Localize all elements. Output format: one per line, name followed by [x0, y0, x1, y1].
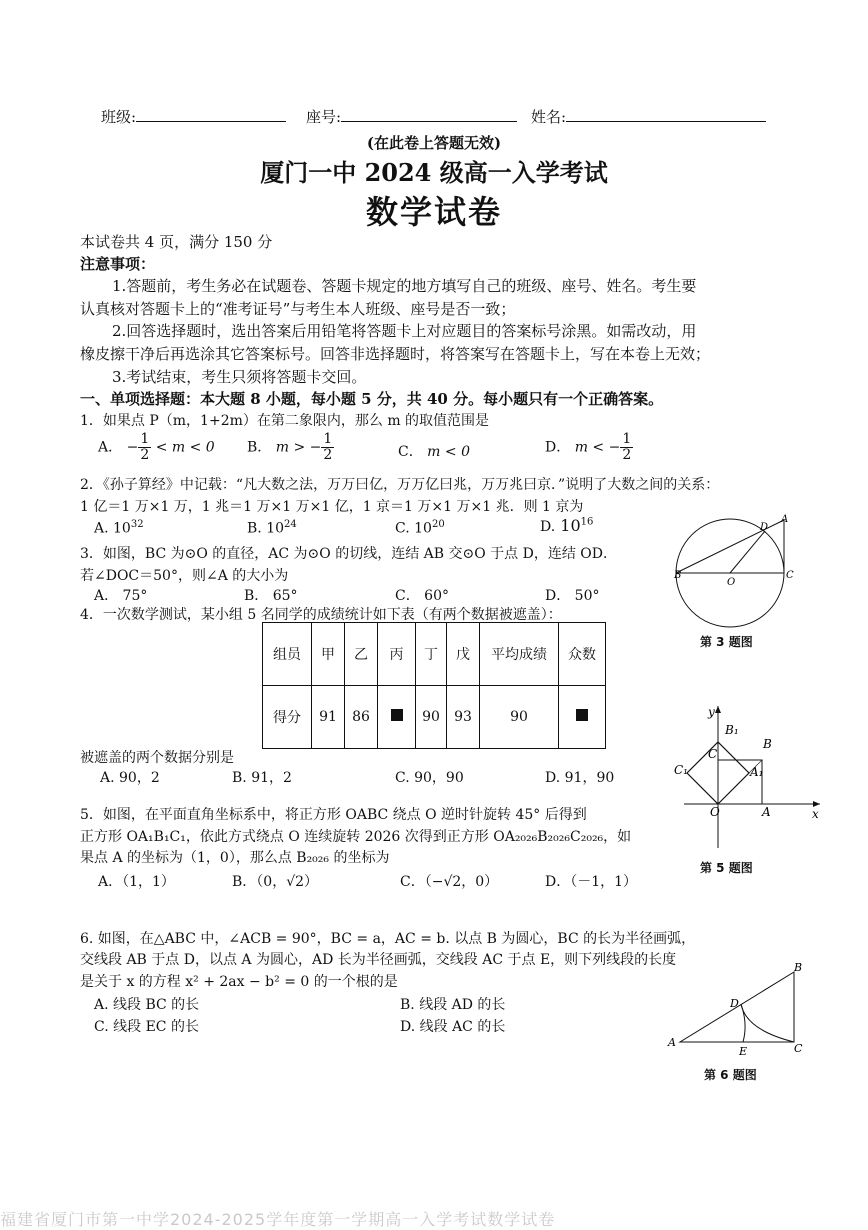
- q3-option-d: D． 50°: [545, 588, 600, 604]
- q2-option-d: D. $10^{16}$: [540, 516, 594, 535]
- q6-label-a: A: [668, 1036, 676, 1049]
- q3-label-b: B: [674, 570, 682, 581]
- q5-line-2: 正方形 OA₁B₁C₁，依此方式绕点 O 连续旋转 2026 次得到正方形 OA₂₀₂₆B₂₀₂₆C₂₀₂₆，如: [80, 829, 632, 845]
- table-header: 组员: [263, 623, 312, 686]
- q6-label-e: E: [739, 1045, 748, 1058]
- q5-option-d: D．（－1，1）: [545, 874, 638, 890]
- q4-stem: 4．一次数学测试，某小组 5 名同学的成绩统计如下表（有两个数据被遮盖）：: [80, 607, 562, 623]
- q6-line-1: 6. 如图，在△ABC 中，∠ACB = 90°，BC = a，AC = b. 以点 B 为圆心，BC 的长为半径画弧，: [80, 931, 696, 947]
- seat-field: [306, 106, 517, 127]
- class-field: [101, 106, 286, 127]
- q4-option-a: A. 90，2: [100, 770, 160, 786]
- q5-option-c: C．（−√2，0）: [400, 874, 499, 890]
- notice-heading: 注意事项：: [80, 255, 156, 273]
- table-header: 甲: [312, 623, 345, 686]
- exam-title: 厦门一中 2024 级高一入学考试: [260, 158, 608, 187]
- q4-option-c: C. 90，90: [395, 770, 464, 786]
- table-header: 平均成绩: [480, 623, 559, 686]
- table-cell-masked: [559, 686, 606, 749]
- subject-title: 数学试卷: [365, 193, 502, 231]
- q6-figure: [664, 960, 814, 1060]
- q3-option-a: A． 75°: [94, 588, 148, 604]
- q5-option-b: B．（0，√2）: [232, 874, 319, 890]
- q6-label-d: D: [730, 997, 739, 1010]
- seat-label: 座号:: [306, 108, 342, 126]
- q2-stem-b: 1 亿＝1 万×1 万，1 兆＝1 万×1 万×1 亿，1 京＝1 万×1 万×1 兆．则 1 京为: [80, 499, 584, 515]
- q2-option-b: B. $10^{24}$: [247, 519, 297, 537]
- table-cell: 90: [480, 686, 559, 749]
- table-cell: 得分: [263, 686, 312, 749]
- q3-label-o: O: [727, 577, 736, 588]
- invalid-note: (在此卷上答题无效): [366, 134, 502, 152]
- masked-square-icon: [391, 709, 403, 721]
- q4-option-d: D. 91，90: [545, 770, 615, 786]
- q1-option-a: A． − $\frac{1}{2}$ < m < 0: [98, 431, 215, 463]
- q5-label-y: y: [708, 705, 715, 719]
- section1-heading: 一、单项选择题：本大题 8 小题，每小题 5 分，共 40 分。每小题只有一个正确答案。: [80, 390, 664, 408]
- q5-option-a: A．（1，1）: [98, 874, 175, 890]
- q6-line-2: 交线段 AB 于点 D，以点 A 为圆心，AD 长为半径画弧，交线段 AC 于点 E，则下列线段的长度: [80, 952, 677, 968]
- q2-option-a: A. $10^{32}$: [94, 519, 144, 537]
- notice-2b: 橡皮擦干净后再选涂其它答案标号。回答非选择题时，将答案写在答题卡上，写在本卷上无效；: [80, 345, 711, 363]
- q5-line-3: 果点 A 的坐标为（1，0），那么点 B₂₀₂₆ 的坐标为: [80, 850, 390, 866]
- table-cell: 93: [447, 686, 480, 749]
- table-row: [263, 686, 606, 749]
- table-header: 众数: [559, 623, 606, 686]
- q5-label-x: x: [812, 807, 819, 821]
- table-header: 丁: [416, 623, 447, 686]
- q4-option-b: B. 91，2: [232, 770, 292, 786]
- table-header-row: [263, 623, 606, 686]
- name-label: 姓名:: [531, 108, 567, 126]
- q3-radius-od: [730, 531, 765, 573]
- table-header: 乙: [345, 623, 378, 686]
- q5-label-b1: B₁: [725, 723, 739, 737]
- notice-3: 3.考试结束，考生只须将答题卡交回。: [112, 368, 367, 386]
- q3-caption: 第 3 题图: [700, 635, 753, 649]
- q6-option-a: A. 线段 BC 的长: [94, 997, 200, 1013]
- q6-label-b: B: [794, 961, 803, 974]
- notice-1b: 认真核对答题卡上的“准考证号”与考生本人班级、座号是否一致；: [80, 300, 516, 318]
- q5-figure: [672, 702, 827, 852]
- name-blank: [566, 107, 766, 122]
- q3-option-b: B． 65°: [244, 588, 298, 604]
- q5-label-a: A: [762, 805, 771, 819]
- q3-stem-a: 3．如图，BC 为⊙O 的直径，AC 为⊙O 的切线，连结 AB 交⊙O 于点 D，连结 OD．: [80, 546, 617, 562]
- q5-label-c: C: [708, 747, 718, 761]
- q6-arc-b: [741, 1004, 794, 1042]
- q6-option-b: B. 线段 AD 的长: [400, 997, 506, 1013]
- q3-stem-b: 若∠DOC＝50°，则∠A 的大小为: [80, 568, 289, 584]
- q4-score-table: [262, 622, 606, 749]
- q5-line-1: 5．如图，在平面直角坐标系中，将正方形 OABC 绕点 O 逆时针旋转 45° 后得到: [80, 807, 587, 823]
- notice-1a: 1.答题前，考生务必在试题卷、答题卡规定的地方填写自己的班级、座号、姓名。考生要: [112, 277, 697, 295]
- table-cell-masked: [378, 686, 416, 749]
- table-header: 戊: [447, 623, 480, 686]
- class-blank: [136, 107, 286, 122]
- notice-2a: 2.回答选择题时，选出答案后用铅笔将答题卡上对应题目的答案标号涂黑。如需改动，用: [112, 322, 697, 340]
- q5-label-b: B: [763, 737, 772, 751]
- q3-figure: [670, 510, 800, 630]
- q3-label-a: A: [781, 514, 789, 525]
- pages-line: 本试卷共 4 页，满分 150 分: [80, 233, 273, 251]
- q4-question: 被遮盖的两个数据分别是: [80, 750, 234, 766]
- q5-label-a1: A₁: [750, 765, 764, 779]
- q2-stem-a: 2．《孙子算经》中记载：“凡大数之法，万万曰亿，万万亿曰兆，万万兆曰京．”说明了大数之间的关系：: [80, 477, 720, 493]
- class-label: 班级:: [101, 108, 137, 126]
- q6-option-d: D. 线段 AC 的长: [400, 1019, 506, 1035]
- footer-watermark: 福建省厦门市第一中学2024-2025学年度第一学期高一入学考试数学试卷: [0, 1210, 556, 1229]
- y-axis-arrow-icon: [715, 706, 721, 713]
- table-cell: 86: [345, 686, 378, 749]
- table-cell: 91: [312, 686, 345, 749]
- q1-option-d: D． m < − $\frac{1}{2}$: [545, 431, 632, 463]
- q2-option-c: C. $10^{20}$: [395, 519, 445, 537]
- q3-label-c: C: [786, 570, 794, 581]
- q1-option-c: C． m < 0: [398, 444, 470, 460]
- seat-blank: [341, 107, 517, 122]
- q1-stem: 1．如果点 P（m，1+2m）在第二象限内，那么 m 的取值范围是: [80, 413, 490, 429]
- q6-option-c: C. 线段 EC 的长: [94, 1019, 199, 1035]
- q5-label-o: O: [710, 805, 720, 819]
- q6-arc-a: [741, 1004, 745, 1042]
- q5-label-c1: C₁: [674, 763, 688, 777]
- q1-option-b: B． m > − $\frac{1}{2}$: [247, 431, 333, 463]
- q3-option-c: C． 60°: [395, 588, 449, 604]
- q5-caption: 第 5 题图: [700, 861, 753, 875]
- table-cell: 90: [416, 686, 447, 749]
- q6-label-c: C: [794, 1042, 803, 1055]
- name-field: [531, 106, 766, 127]
- table-header: 丙: [378, 623, 416, 686]
- q3-label-d: D: [760, 522, 769, 533]
- masked-square-icon: [576, 709, 588, 721]
- q6-caption: 第 6 题图: [704, 1068, 757, 1082]
- q6-line-3: 是关于 x 的方程 x² + 2ax − b² = 0 的一个根的是: [80, 974, 398, 990]
